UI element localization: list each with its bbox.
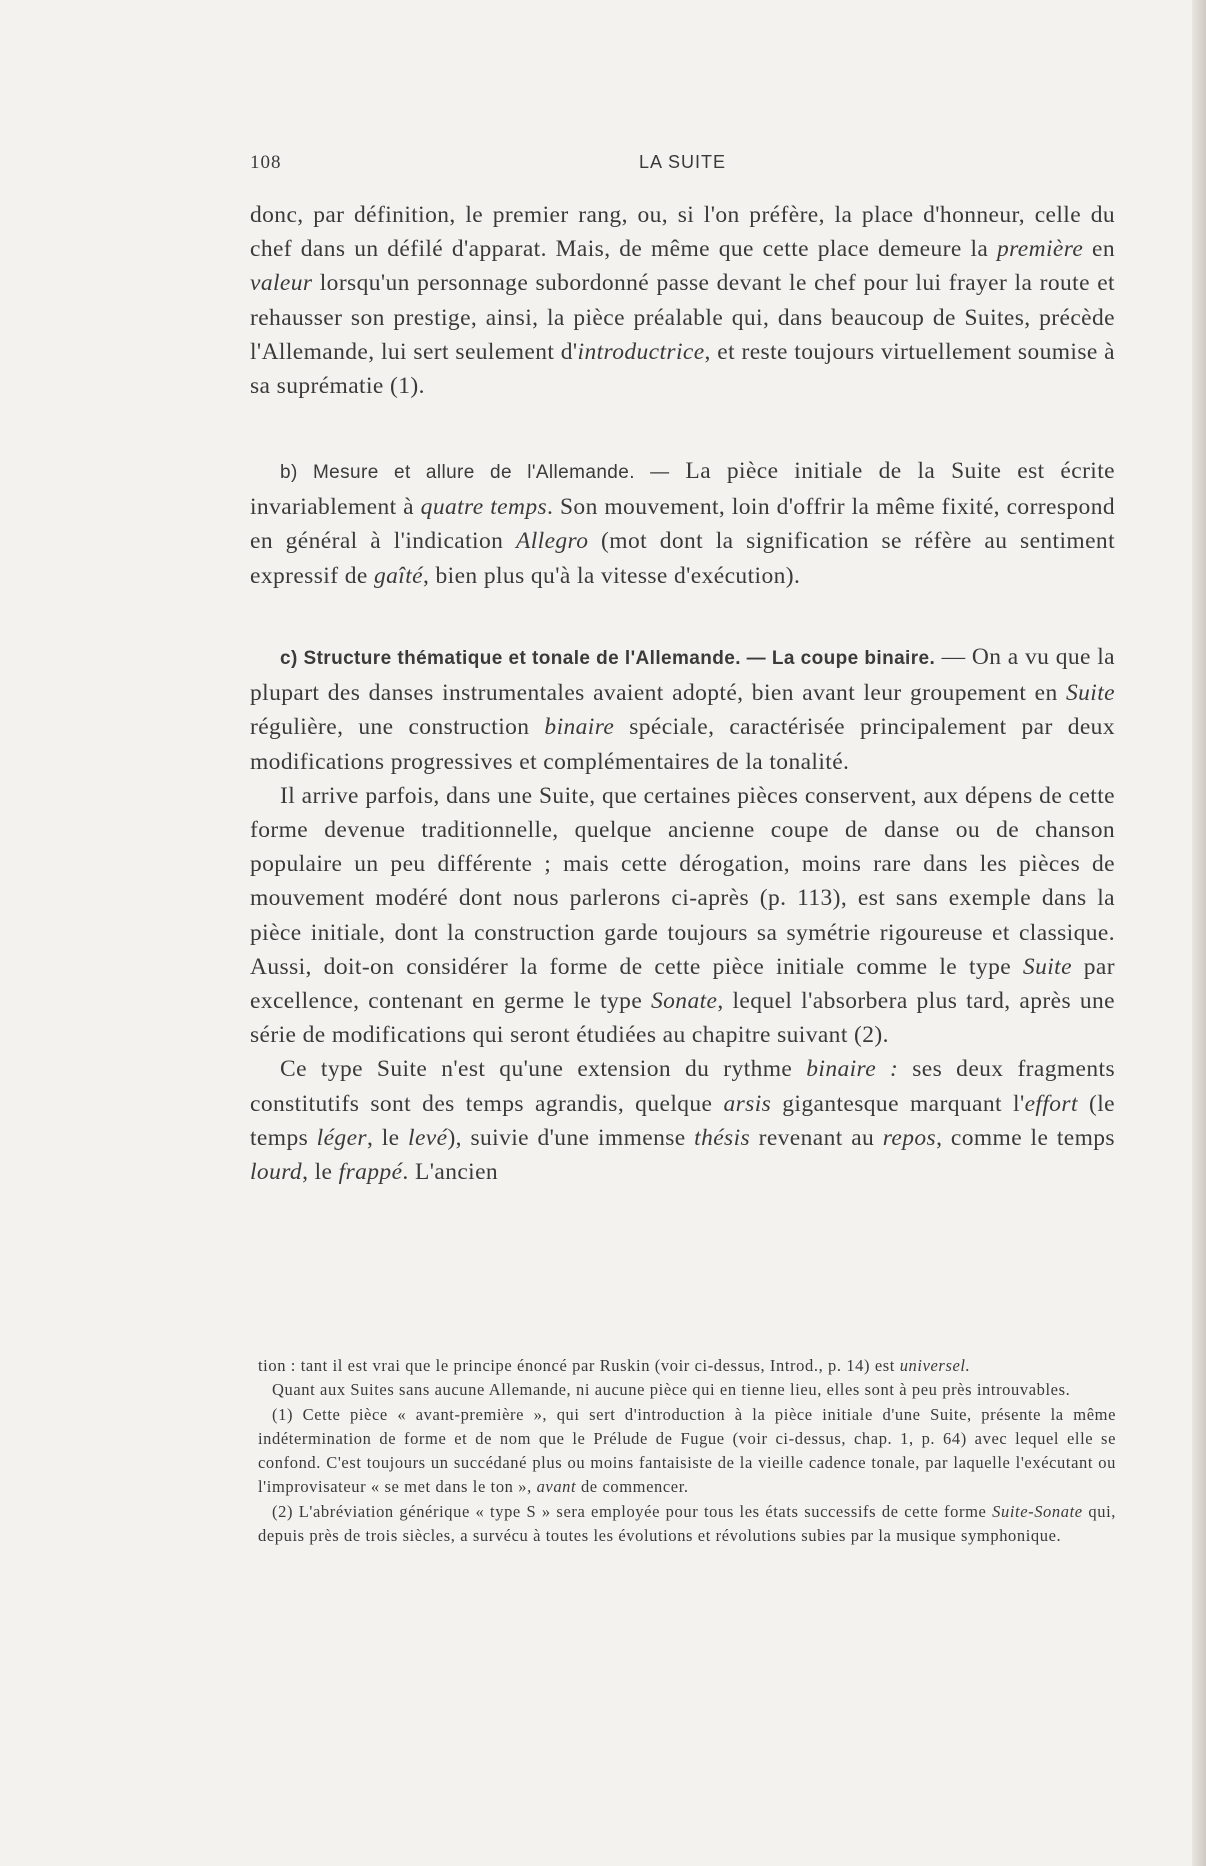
- italic-run: binaire :: [806, 1056, 899, 1083]
- italic-run: première: [996, 236, 1084, 263]
- text-run: en: [1083, 236, 1115, 263]
- italic-run: levé: [408, 1124, 448, 1151]
- footnote-2: [258, 1500, 1116, 1549]
- section-heading-c: c) Structure thématique et tonale de l'Allemande. — La coupe binaire.: [280, 648, 936, 669]
- text-run: La pièce initiale de la Suite est écrite invariablement à: [250, 458, 1115, 521]
- text-run: . L'ancien: [402, 1159, 499, 1186]
- text-run: (le temps: [250, 1090, 1115, 1151]
- running-title: LA SUITE: [638, 152, 727, 172]
- text-run: . Son mouvement, loin d'offrir la même fixité, correspond en général à l'indication: [250, 494, 1115, 555]
- italic-run: Allegro: [515, 528, 589, 555]
- text-run: , lequel l'absorbera plus tard, après une série de modifications qui seront étudiées au chapitre suivant (2).: [250, 988, 1115, 1049]
- paragraph-1: [250, 198, 1115, 403]
- text-run: gigantesque marquant l': [771, 1090, 1025, 1117]
- paragraph-5: [250, 1052, 1115, 1189]
- text-run: , bien plus qu'à la vitesse d'exécution).: [422, 562, 801, 589]
- italic-run: léger: [316, 1124, 367, 1151]
- text-run: lorsqu'un personnage subordonné passe devant le chef pour lui frayer la route et rehausser son prestige, ainsi, la pièce préalable qui, dans beaucoup de Suites, précède l'Allemande, lui sert seulement d': [250, 270, 1115, 365]
- text-run: (1) Cette pièce « avant-première », qui sert d'introduction à la pièce initiale d'une Suite, présente la même indétermination de forme et de nom que le Prélude de Fugue (voir ci-dessus, chap. 1, p. 64) avec lequel elle se confond. C'est toujours un succédané plus ou moins fantaisiste de la vieille cadence tonale, par laquelle l'exécutant ou l'improvisateur « se met dans le ton »,: [258, 1404, 1116, 1497]
- footnote-remark: Quant aux Suites sans aucune Allemande, ni aucune pièce qui en tienne lieu, elles sont à peu près introuvables.: [272, 1380, 1071, 1400]
- italic-run: binaire: [544, 714, 615, 741]
- italic-run: repos: [882, 1124, 937, 1151]
- text-run: (mot dont la signification se réfère au sentiment expressif de: [250, 528, 1116, 589]
- text-run: tion : tant il est vrai que le principe énoncé par Ruskin (voir ci-dessus, Introd., p. 14) est: [258, 1356, 900, 1375]
- text-run: spéciale, caractérisée principalement par deux modifications progressives et complémentaires de la tonalité.: [250, 714, 1115, 775]
- text-run: , et reste toujours virtuellement soumise à sa suprématie (1).: [250, 338, 1115, 400]
- paragraph-3: [250, 640, 1115, 779]
- paragraph-4: [250, 779, 1115, 1053]
- italic-run: frappé: [338, 1159, 403, 1186]
- italic-run: quatre temps: [420, 494, 548, 521]
- italic-run: effort: [1024, 1090, 1078, 1117]
- text-run: par excellence, contenant en germe le type: [250, 953, 1115, 1015]
- italic-run: Suite: [1066, 680, 1115, 707]
- footnotes: [258, 1354, 1116, 1548]
- italic-run: gaîté: [373, 562, 423, 589]
- footnote-1: [258, 1403, 1116, 1500]
- italic-run: lourd: [250, 1159, 303, 1186]
- text-run: donc, par définition, le premier rang, ou, si l'on préfère, la place d'honneur, celle du chef dans un défilé d'apparat. Mais, de même que cette place demeure la: [250, 202, 1115, 263]
- text-run: , le: [366, 1124, 409, 1151]
- body-text-main: [250, 640, 1115, 1189]
- body-text-middle: [250, 454, 1115, 593]
- italic-run: valeur: [250, 270, 313, 297]
- footnote-continuation: [258, 1354, 1116, 1378]
- text-run: qui, depuis près de trois siècles, a survécu à toutes les évolutions et révolutions subies par la musique symphonique.: [258, 1501, 1117, 1546]
- text-run: régulière, une construction: [250, 714, 545, 741]
- page-edge: [1192, 0, 1206, 1866]
- text-run: Il arrive parfois, dans une Suite, que certaines pièces conservent, aux dépens de cette forme devenue traditionnelle, quelque ancienne coupe de danse ou de chanson populaire un peu différente ; mais cette dérogation, moins rare dans les pièces de mouvement modéré dont nous parlerons ci-après (p. 113), est sans exemple dans la pièce initiale, dont la construction garde toujours sa symétrie rigoureuse et classique. Aussi, doit-on considérer la forme de cette pièce initiale comme le type: [250, 782, 1115, 980]
- text-run: , le: [302, 1159, 339, 1186]
- text-run: , comme le temps: [936, 1124, 1115, 1151]
- running-header: [250, 152, 1115, 182]
- section-heading-b: b) Mesure et allure de l'Allemande. —: [280, 462, 670, 483]
- text-run: de commencer.: [576, 1477, 689, 1497]
- italic-run: arsis: [723, 1090, 772, 1117]
- paragraph-2: [250, 454, 1115, 593]
- text-run: ), suivie d'une immense: [447, 1124, 695, 1151]
- page-number: 108: [250, 152, 282, 173]
- italic-run: Suite-Sonate: [992, 1501, 1083, 1521]
- italic-run: thésis: [694, 1124, 751, 1151]
- italic-run: introductrice: [577, 338, 705, 365]
- italic-run: Sonate: [651, 988, 718, 1015]
- italic-run: Suite: [1022, 953, 1072, 980]
- text-run: Ce type Suite n'est qu'une extension du rythme: [280, 1056, 807, 1083]
- text-run: ses deux fragments constitutifs sont des temps agrandis, quelque: [250, 1056, 1116, 1117]
- text-run: (2) L'abréviation générique « type S » sera employée pour tous les états successifs de cette forme: [272, 1501, 993, 1521]
- italic-run: avant: [536, 1477, 577, 1497]
- italic-run: universel.: [899, 1356, 971, 1375]
- text-run: revenant au: [750, 1124, 883, 1151]
- body-text-top: [250, 198, 1115, 403]
- text-run: — On a vu que la plupart des danses instrumentales avaient adopté, bien avant leur groupement en: [250, 644, 1116, 707]
